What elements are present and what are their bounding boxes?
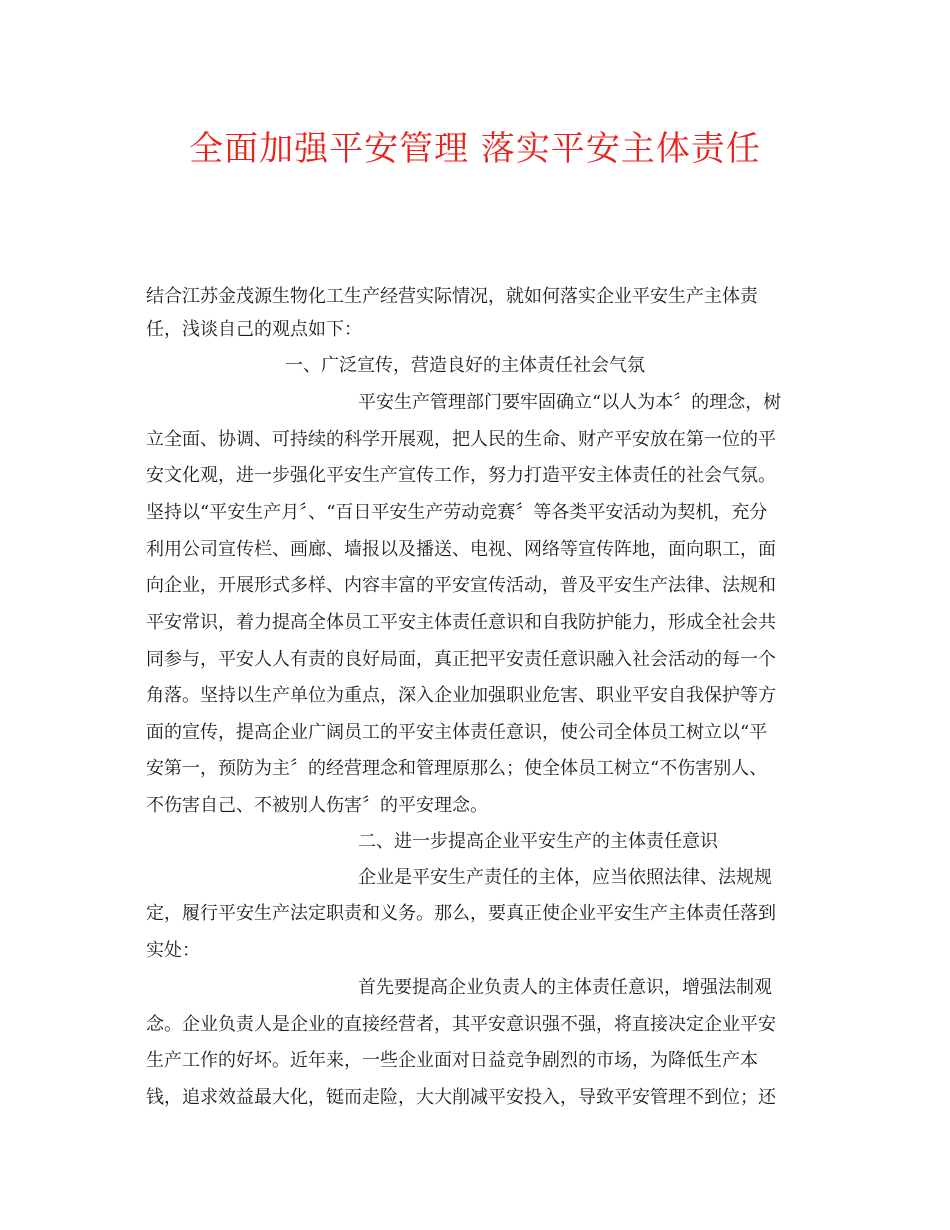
paragraph-line: 生产工作的好坏。近年来，一些企业面对日益竞争剧烈的市场，为降低生产本 (146, 1050, 758, 1071)
document-title: 全面加强平安管理 落实平安主体责任 (189, 129, 761, 169)
section-heading: 二、进一步提高企业平安生产的主体责任意识 (358, 831, 718, 852)
paragraph-line: 向企业，开展形式多样、内容丰富的平安宣传活动，普及平安生产法律、法规和 (146, 575, 776, 596)
paragraph-line: 实处： (146, 940, 200, 961)
paragraph-line: 结合江苏金茂源生物化工生产经营实际情况，就如何落实企业平安生产主体责 (146, 286, 758, 307)
paragraph-line: 角落。坚持以生产单位为重点，深入企业加强职业危害、职业平安自我保护等方 (146, 685, 776, 706)
paragraph-line: 念。企业负责人是企业的直接经营者，其平安意识强不强，将直接决定企业平安 (146, 1014, 776, 1035)
section-heading: 一、广泛宣传，营造良好的主体责任社会气氛 (285, 355, 645, 376)
paragraph-line: 平安常识，着力提高全体员工平安主体责任意识和自我防护能力，形成全社会共 (146, 612, 776, 633)
paragraph-line: 钱，追求效益最大化，铤而走险，大大削减平安投入，导致平安管理不到位；还 (146, 1087, 776, 1108)
paragraph-line: 立全面、协调、可持续的科学开展观，把人民的生命、财产平安放在第一位的平 (146, 429, 776, 450)
paragraph-line: 平安生产管理部门要牢固确立“以人为本〞的理念，树 (358, 392, 782, 413)
paragraph-line: 首先要提高企业负责人的主体责任意识，增强法制观 (358, 977, 772, 998)
paragraph-line: 安第一，预防为主〞的经营理念和管理原那么；使全体员工树立“不伤害别人、 (146, 758, 768, 779)
paragraph-line: 任，浅谈自己的观点如下： (146, 319, 362, 340)
paragraph-line: 企业是平安生产责任的主体，应当依照法律、法规规 (358, 867, 772, 888)
paragraph-line: 面的宣传，提高企业广阔员工的平安主体责任意识，使公司全体员工树立以“平 (146, 722, 768, 743)
paragraph-line: 坚持以“平安生产月〞、“百日平安生产劳动竞赛〞等各类平安活动为契机，充分 (146, 502, 768, 523)
paragraph-line: 定，履行平安生产法定职责和义务。那么，要真正使企业平安生产主体责任落到 (146, 903, 776, 924)
paragraph-line: 安文化观，进一步强化平安生产宣传工作，努力打造平安主体责任的社会气氛。 (146, 465, 776, 486)
paragraph-line: 不伤害自己、不被别人伤害〞的平安理念。 (146, 795, 488, 816)
paragraph-line: 利用公司宣传栏、画廊、墙报以及播送、电视、网络等宣传阵地，面向职工，面 (146, 539, 776, 560)
paragraph-line: 同参与，平安人人有责的良好局面，真正把平安责任意识融入社会活动的每一个 (146, 649, 776, 670)
